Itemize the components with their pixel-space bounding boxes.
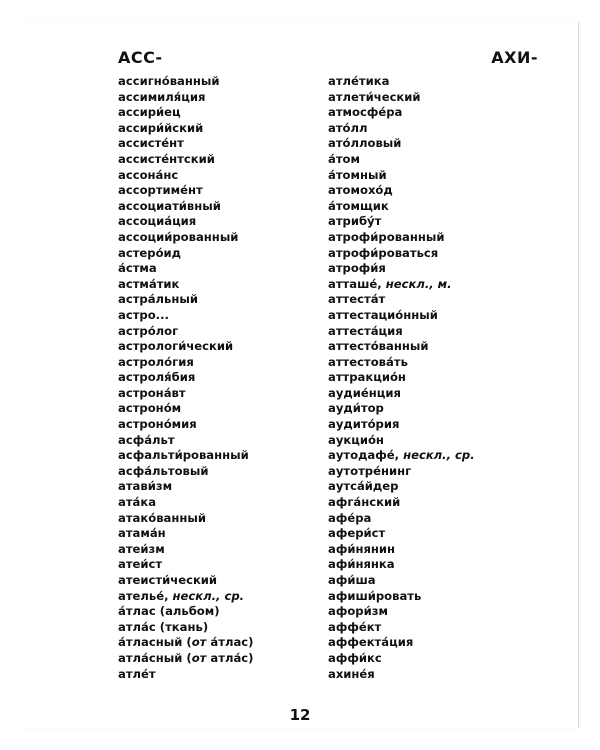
word-entry <box>118 230 253 246</box>
headword: атако́ванный <box>118 510 206 525</box>
headword: атрибу́т <box>328 214 382 229</box>
headword: астрона́вт <box>118 385 186 400</box>
word-entry <box>118 105 253 121</box>
headword: ассортиме́нт <box>118 183 203 198</box>
headword: атеи́ст <box>118 557 163 572</box>
headword: атле́тика <box>328 74 390 88</box>
headword-tail: а́тлас) <box>206 635 254 650</box>
headword: ата́ка <box>118 495 157 510</box>
headword: ассона́нс <box>118 167 179 182</box>
headword: ателье́, <box>118 588 169 603</box>
word-entry <box>328 152 475 168</box>
word-entry <box>118 90 253 106</box>
headword: а́том <box>328 151 360 166</box>
word-entry <box>328 339 475 355</box>
word-entry <box>328 386 475 402</box>
headword: атомохо́д <box>328 183 393 198</box>
word-entry <box>118 635 253 651</box>
headword: ато́лловый <box>328 136 402 151</box>
word-entry <box>328 292 475 308</box>
headword: атла́сный ( <box>118 650 192 665</box>
headword: аттестацио́нный <box>328 307 438 322</box>
word-entry <box>328 433 475 449</box>
word-entry <box>118 557 253 573</box>
word-entry <box>328 464 475 480</box>
word-entry <box>118 573 253 589</box>
grammar-note: от <box>191 650 207 665</box>
headword: астра́льный <box>118 292 198 307</box>
word-entry <box>328 74 475 90</box>
word-entry <box>328 495 475 511</box>
headword: аудие́нция <box>328 385 401 400</box>
headword: ассоциати́вный <box>118 198 221 213</box>
headword: аукцио́н <box>328 432 384 447</box>
word-entry <box>328 511 475 527</box>
word-entry <box>328 401 475 417</box>
word-entry <box>328 557 475 573</box>
headword: астрологи́ческий <box>118 339 234 354</box>
headword: афе́ра <box>328 510 372 525</box>
headword: асфа́льтовый <box>118 463 209 478</box>
word-column-right <box>328 74 475 682</box>
headword: ахине́я <box>328 666 375 681</box>
header-range-start: АСС- <box>118 48 163 67</box>
headword: ато́лл <box>328 120 368 135</box>
word-entry <box>118 355 253 371</box>
headword: аттеста́т <box>328 292 386 307</box>
word-entry <box>118 121 253 137</box>
word-entry <box>328 635 475 651</box>
headword: аттестова́ть <box>328 354 408 369</box>
headword: атама́н <box>118 526 166 541</box>
word-entry <box>328 651 475 667</box>
headword: астро́лог <box>118 323 179 338</box>
headword: астроля́бия <box>118 370 196 385</box>
headword: афиши́ровать <box>328 588 422 603</box>
word-entry <box>118 199 253 215</box>
word-entry <box>118 542 253 558</box>
headword: астма́тик <box>118 276 180 291</box>
headword: ассимиля́ция <box>118 89 206 104</box>
headword: ассоциа́ция <box>118 214 197 229</box>
headword: а́томный <box>328 167 387 182</box>
headword: ассисте́нт <box>118 136 184 151</box>
page-number: 12 <box>289 706 311 724</box>
headword: аутса́йдер <box>328 479 399 494</box>
headword: атрофи́роваться <box>328 245 439 260</box>
word-entry <box>118 479 253 495</box>
headword: афи́ша <box>328 573 376 587</box>
headword: а́томщик <box>328 198 389 213</box>
headword: асфа́льт <box>118 432 175 447</box>
word-entry <box>118 495 253 511</box>
word-entry <box>118 370 253 386</box>
word-entry <box>328 277 475 293</box>
word-entry <box>118 308 253 324</box>
headword: атави́зм <box>118 479 173 494</box>
word-entry <box>328 370 475 386</box>
word-entry <box>118 620 253 636</box>
word-entry <box>328 308 475 324</box>
word-entry <box>118 292 253 308</box>
headword: аттесто́ванный <box>328 339 429 354</box>
word-entry <box>118 214 253 230</box>
headword: ассири́йский <box>118 120 204 135</box>
headword-tail: атла́с) <box>206 650 254 665</box>
word-entry <box>118 464 253 480</box>
dictionary-page <box>22 22 579 728</box>
word-entry <box>328 90 475 106</box>
word-entry <box>328 355 475 371</box>
word-entry <box>328 230 475 246</box>
word-entry <box>328 121 475 137</box>
headword: афери́ст <box>328 526 386 541</box>
word-entry <box>328 604 475 620</box>
word-entry <box>328 199 475 215</box>
headword: аудито́рия <box>328 417 400 432</box>
word-entry <box>328 542 475 558</box>
word-entry <box>328 479 475 495</box>
word-entry <box>118 74 253 90</box>
grammar-note: от <box>191 635 207 650</box>
word-entry <box>118 604 253 620</box>
headword: астеро́ид <box>118 245 182 260</box>
word-entry <box>328 183 475 199</box>
headword: афи́нянин <box>328 541 396 556</box>
headword: ауди́тор <box>328 401 384 416</box>
headword: афга́нский <box>328 495 401 510</box>
headword: атеи́зм <box>118 541 165 556</box>
word-entry <box>328 168 475 184</box>
word-column-left <box>118 74 253 682</box>
headword: аттеста́ция <box>328 323 403 338</box>
word-entry <box>118 136 253 152</box>
word-entry <box>118 168 253 184</box>
word-entry <box>118 152 253 168</box>
word-entry <box>328 526 475 542</box>
word-entry <box>328 324 475 340</box>
word-entry <box>328 214 475 230</box>
headword: астро... <box>118 307 169 322</box>
word-entry <box>118 277 253 293</box>
word-entry <box>328 448 475 464</box>
word-entry <box>328 667 475 683</box>
headword: астроно́м <box>118 401 182 416</box>
headword: ассисте́нтский <box>118 151 215 166</box>
word-entry <box>118 526 253 542</box>
headword: афори́зм <box>328 604 388 619</box>
headword: аутодафе́, <box>328 448 400 463</box>
word-entry <box>118 667 253 683</box>
headword: атлети́ческий <box>328 89 421 104</box>
word-entry <box>118 433 253 449</box>
word-entry <box>118 324 253 340</box>
headword: аттракцио́н <box>328 370 406 385</box>
headword: афи́нянка <box>328 557 395 572</box>
headword: атле́т <box>118 666 156 681</box>
headword: аффе́кт <box>328 619 382 634</box>
headword: аффи́кс <box>328 650 382 665</box>
grammar-note: нескл., м. <box>381 276 452 291</box>
word-entry <box>118 261 253 277</box>
headword: атеисти́ческий <box>118 573 218 587</box>
headword: атрофи́я <box>328 261 386 276</box>
headword: астроло́гия <box>118 354 194 369</box>
headword: ассигно́ванный <box>118 74 220 88</box>
word-entry <box>118 401 253 417</box>
word-entry <box>328 573 475 589</box>
word-entry <box>328 261 475 277</box>
header-range-end: АХИ- <box>491 48 538 67</box>
word-entry <box>118 417 253 433</box>
headword: ассоции́рованный <box>118 229 239 244</box>
headword: астроно́мия <box>118 417 197 432</box>
headword: а́стма <box>118 261 157 276</box>
word-entry <box>328 246 475 262</box>
headword: а́тлас (альбом) <box>118 604 220 619</box>
headword: аутотре́нинг <box>328 463 412 478</box>
word-entry <box>328 589 475 605</box>
headword: атла́с (ткань) <box>118 619 209 634</box>
headword: аффекта́ция <box>328 635 414 650</box>
headword: ассири́ец <box>118 105 181 120</box>
word-entry <box>118 511 253 527</box>
word-entry <box>328 136 475 152</box>
word-entry <box>328 105 475 121</box>
word-entry <box>118 589 253 605</box>
grammar-note: нескл., ср. <box>399 448 475 463</box>
word-entry <box>118 448 253 464</box>
headword: атмосфе́ра <box>328 105 403 120</box>
word-entry <box>118 246 253 262</box>
headword: асфальти́рованный <box>118 448 249 463</box>
word-entry <box>328 620 475 636</box>
headword: а́тласный ( <box>118 635 192 650</box>
headword: атташе́, <box>328 276 382 291</box>
word-entry <box>118 386 253 402</box>
word-entry <box>118 183 253 199</box>
word-entry <box>118 651 253 667</box>
word-entry <box>118 339 253 355</box>
grammar-note: нескл., ср. <box>168 588 245 603</box>
word-entry <box>328 417 475 433</box>
headword: атрофи́рованный <box>328 229 445 244</box>
